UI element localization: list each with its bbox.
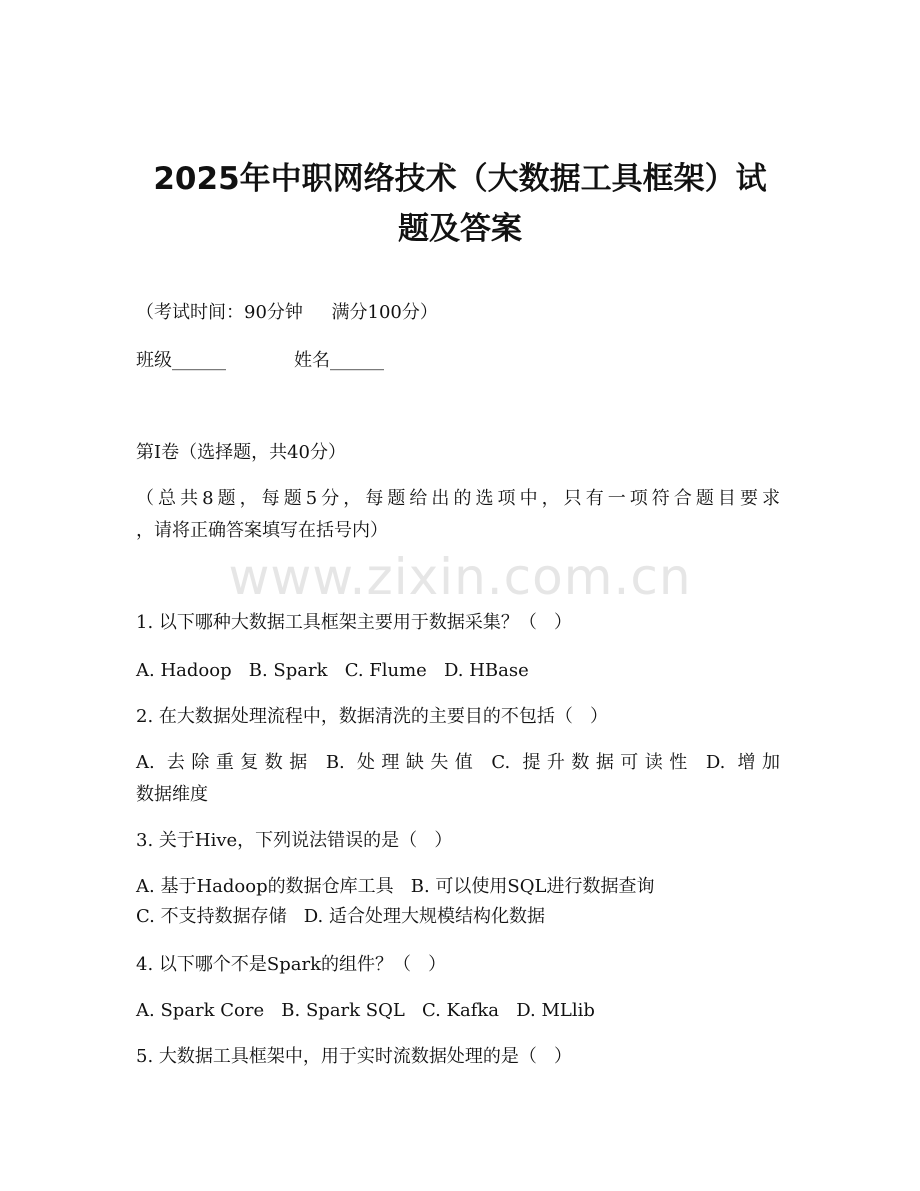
question-1-text: 1. 以下哪种大数据工具框架主要用于数据采集？（ ）	[136, 612, 573, 633]
question-3-text: 3. 关于Hive，下列说法错误的是（ ）	[136, 830, 453, 851]
student-name-field: 姓名______	[294, 350, 384, 371]
question-2-text: 2. 在大数据处理流程中，数据清洗的主要目的不包括（ ）	[136, 706, 609, 727]
question-1-options: A. Hadoop B. Spark C. Flume D. HBase	[136, 660, 529, 681]
section-heading: 第I卷（选择题，共40分）	[136, 442, 347, 463]
exam-info: （考试时间：90分钟 满分100分）	[136, 302, 438, 323]
question-4-options: A. Spark Core B. Spark SQL C. Kafka D. MLlib	[136, 1000, 595, 1021]
question-5-text: 5. 大数据工具框架中，用于实时流数据处理的是（ ）	[136, 1046, 573, 1067]
question-3-options-line-1: A. 基于Hadoop的数据仓库工具 B. 可以使用SQL进行数据查询	[136, 876, 655, 897]
section-instruction-line-1: （总共8题，每题5分，每题给出的选项中，只有一项符合题目要求	[136, 488, 780, 509]
section-instruction-line-2: ，请将正确答案填写在括号内）	[136, 520, 388, 541]
question-3-options-line-2: C. 不支持数据存储 D. 适合处理大规模结构化数据	[136, 906, 545, 927]
watermark: www.zixin.com.cn	[228, 548, 692, 606]
class-field: 班级______	[136, 350, 226, 371]
question-2-options-line-2: 数据维度	[136, 784, 208, 805]
document-title-line-1: 2025年中职网络技术（大数据工具框架）试	[153, 161, 767, 197]
document-title-line-2: 题及答案	[398, 211, 522, 247]
question-4-text: 4. 以下哪个不是Spark的组件？（ ）	[136, 954, 447, 975]
question-2-options-line-1: A. 去除重复数据 B. 处理缺失值 C. 提升数据可读性 D. 增加	[136, 752, 780, 773]
